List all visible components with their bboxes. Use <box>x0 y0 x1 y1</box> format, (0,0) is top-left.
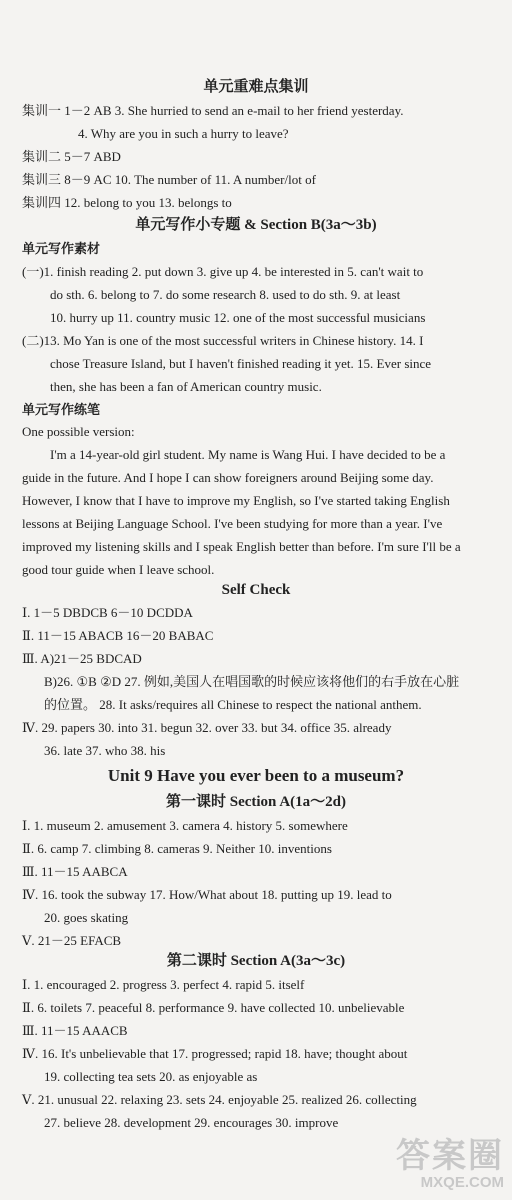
answer-line: 集训一 1－2 AB 3. She hurried to send an e-mail to her friend yesterday. <box>22 103 404 118</box>
answer-line: Ⅲ. 11－15 AAACB <box>22 1023 128 1038</box>
essay-line: good tour guide when I leave school. <box>22 562 215 577</box>
answer-line: Ⅱ. 6. toilets 7. peaceful 8. performance 9. have collected 10. unbelievable <box>22 1000 405 1015</box>
essay-line: I'm a 14-year-old girl student. My name is Wang Hui. I have decided to be a <box>50 447 446 462</box>
answer-line: 10. hurry up 11. country music 12. one of the most successful musicians <box>50 310 426 325</box>
section-title-writing: 单元写作小专题 & Section B(3a～3b) <box>135 217 377 233</box>
answer-line: 19. collecting tea sets 20. as enjoyable as <box>44 1069 258 1084</box>
answer-line: then, she has been a fan of American country music. <box>50 379 322 394</box>
answer-line: 4. Why are you in such a hurry to leave? <box>78 126 289 141</box>
section-title-unit-key-points: 单元重难点集训 <box>203 79 309 95</box>
answer-line: Ⅱ. 11－15 ABACB 16－20 BABAC <box>22 628 214 643</box>
answer-line: (二)13. Mo Yan is one of the most successful writers in Chinese history. 14. I <box>22 333 424 348</box>
answer-line: Ⅲ. A)21－25 BDCAD <box>22 651 142 666</box>
answer-line: Ⅱ. 6. camp 7. climbing 8. cameras 9. Neither 10. inventions <box>22 841 332 856</box>
lesson-title-2: 第二课时 Section A(3a～3c) <box>166 953 346 969</box>
answer-line: 集训二 5－7 ABD <box>22 149 121 164</box>
essay-line: guide in the future. And I hope I can show foreigners around Beijing some day. <box>22 470 434 485</box>
answer-line: Ⅰ. 1. encouraged 2. progress 3. perfect 4. rapid 5. itself <box>22 977 305 992</box>
section-title-self-check: Self Check <box>221 582 291 598</box>
essay-line: improved my listening skills and I speak English better than before. I'm sure I'll be a <box>22 539 461 554</box>
answer-line: 集训四 12. belong to you 13. belongs to <box>22 195 232 210</box>
answer-line: Ⅲ. 11－15 AABCA <box>22 864 128 879</box>
answer-line: (一)1. finish reading 2. put down 3. give up 4. be interested in 5. can't wait to <box>22 264 424 279</box>
answer-line: Ⅳ. 16. took the subway 17. How/What about 18. putting up 19. lead to <box>22 887 392 902</box>
answer-line: 集训三 8－9 AC 10. The number of 11. A number/lot of <box>22 172 316 187</box>
lesson-title-1: 第一课时 Section A(1a～2d) <box>165 794 346 810</box>
unit-title: Unit 9 Have you ever been to a museum? <box>107 766 405 785</box>
watermark-url: MXQE.COM <box>420 1174 504 1191</box>
answer-line: Ⅰ. 1. museum 2. amusement 3. camera 4. history 5. somewhere <box>22 818 348 833</box>
essay-line: However, I know that I have to improve my English, so I've started taking English <box>22 493 450 508</box>
answer-line: Ⅳ. 29. papers 30. into 31. begun 32. over 33. but 34. office 35. already <box>22 720 392 735</box>
answer-line: B)26. ①B ②D 27. 例如,美国人在唱国歌的时候应该将他们的右手放在心脏 <box>44 674 460 689</box>
essay-line: lessons at Beijing Language School. I've been studying for more than a year. I've <box>22 516 443 531</box>
answer-line: 36. late 37. who 38. his <box>44 743 166 758</box>
answer-line: chose Treasure Island, but I haven't finished reading it yet. 15. Ever since <box>50 356 432 371</box>
subheading-writing-materials: 单元写作素材 <box>22 241 101 256</box>
essay-intro: One possible version: <box>22 424 135 439</box>
subheading-writing-practice: 单元写作练笔 <box>22 402 101 417</box>
answer-line: do sth. 6. belong to 7. do some research 8. used to do sth. 9. at least <box>50 287 401 302</box>
answer-line: 的位置。 28. It asks/requires all Chinese to respect the national anthem. <box>44 697 422 712</box>
answer-line: 27. believe 28. development 29. encourages 30. improve <box>44 1115 339 1130</box>
answer-line: Ⅴ. 21－25 EFACB <box>22 933 122 948</box>
watermark-logo-text: 答案圈 <box>396 1137 504 1175</box>
answer-line: Ⅰ. 1－5 DBDCB 6－10 DCDDA <box>22 605 193 620</box>
answer-line: Ⅳ. 16. It's unbelievable that 17. progressed; rapid 18. have; thought about <box>22 1046 408 1061</box>
answer-line: 20. goes skating <box>44 910 129 925</box>
answer-line: Ⅴ. 21. unusual 22. relaxing 23. sets 24. enjoyable 25. realized 26. collecting <box>22 1092 417 1107</box>
site-watermark <box>396 1138 504 1192</box>
